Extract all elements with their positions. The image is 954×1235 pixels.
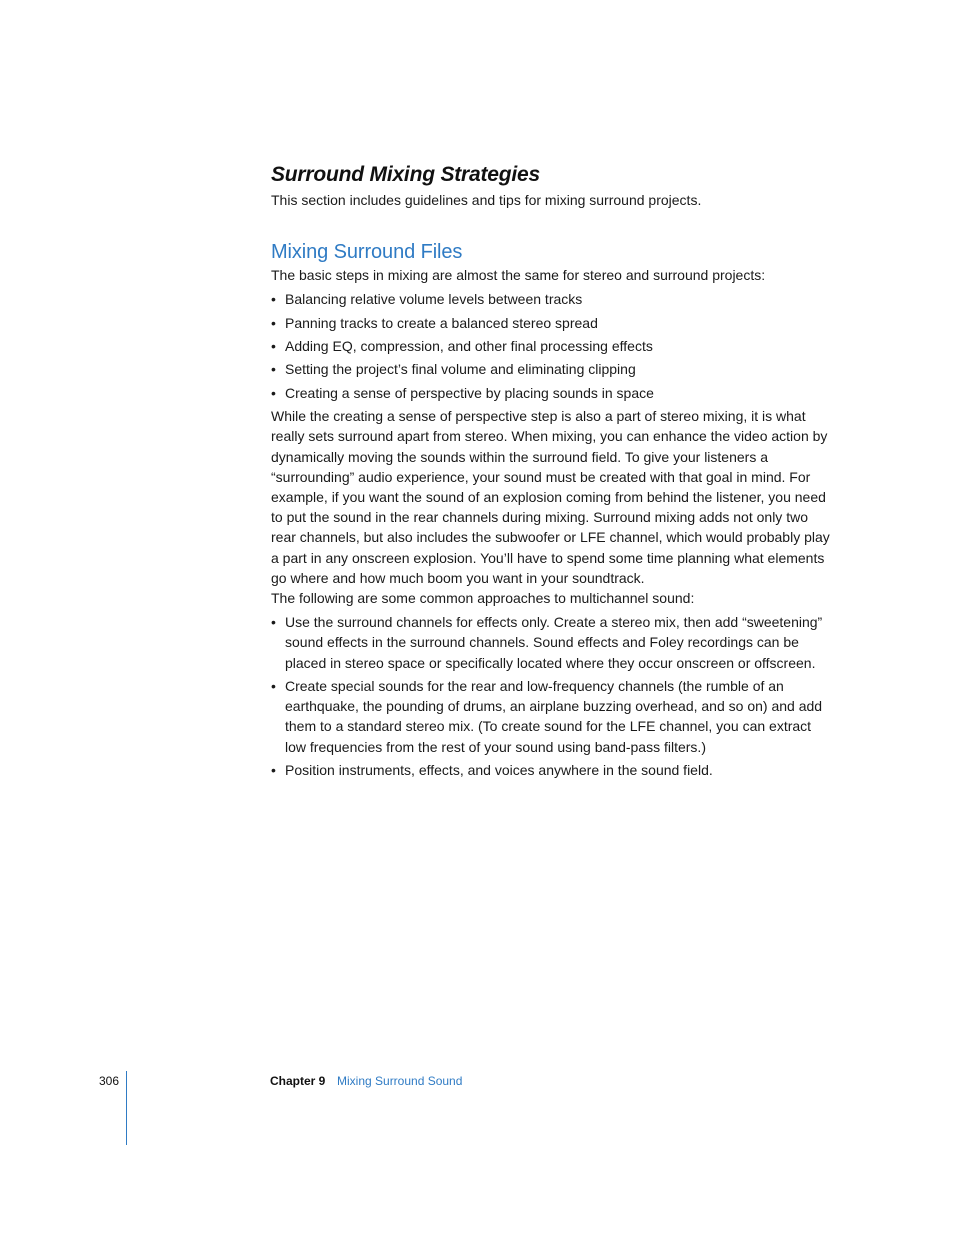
list-item xyxy=(271,336,831,356)
list-item xyxy=(271,612,831,673)
section-intro: This section includes guidelines and tips for mixing surround projects. xyxy=(271,192,702,208)
bullet-icon: • xyxy=(271,761,276,778)
list-item xyxy=(271,313,831,333)
list-item-text: Adding EQ, compression, and other final processing effects xyxy=(285,337,653,354)
list-item xyxy=(271,760,831,780)
list-item-text: Use the surround channels for effects only. Create a stereo mix, then add “sweetening” sound effects in the surround channels. Sound effects and Foley recordings can be placed in stereo space or specifically located where they occur onscreen or offscreen. xyxy=(285,614,823,671)
bullet-icon: • xyxy=(271,314,276,331)
bullet-icon: • xyxy=(271,361,276,378)
bullet-icon: • xyxy=(271,384,276,401)
list-item xyxy=(271,383,831,403)
approaches-lead: The following are some common approaches to multichannel sound: xyxy=(271,589,695,606)
approaches-list xyxy=(271,612,831,780)
bullet-icon: • xyxy=(271,291,276,308)
list-item xyxy=(271,676,831,757)
subsection-title: Mixing Surround Files xyxy=(271,241,463,263)
list-item-text: Balancing relative volume levels between tracks xyxy=(285,291,583,308)
chapter-label: Chapter 9 xyxy=(270,1074,326,1088)
subsection-lead: The basic steps in mixing are almost the same for stereo and surround projects: xyxy=(271,267,766,283)
list-item-text: Position instruments, effects, and voices anywhere in the sound field. xyxy=(285,761,713,778)
list-item xyxy=(271,289,831,309)
list-item-text: Creating a sense of perspective by placing sounds in space xyxy=(285,384,654,401)
list-item-text: Create special sounds for the rear and low-frequency channels (the rumble of an earthquake, the pounding of drums, an airplane buzzing overhead, and so on) and add them to a standard stereo mix. (To create sound for the LFE channel, you can extract low frequencies from the rest of your sound using band-pass filters.) xyxy=(285,677,823,755)
section-title: Surround Mixing Strategies xyxy=(271,163,540,186)
bullet-icon: • xyxy=(271,614,276,631)
list-item-text: Panning tracks to create a balanced stereo spread xyxy=(285,314,598,331)
footer-divider xyxy=(126,1071,127,1145)
chapter-name: Mixing Surround Sound xyxy=(337,1074,463,1088)
page-number: 306 xyxy=(99,1074,120,1088)
page-content xyxy=(271,160,831,783)
list-item xyxy=(271,359,831,379)
steps-list xyxy=(271,289,831,403)
bullet-icon: • xyxy=(271,677,276,694)
body-paragraph: While the creating a sense of perspective step is also a part of stereo mixing, it is what really sets surround apart from stereo. When mixing, you can enhance the video action by dynamically moving the sounds within the surround field. To give your listeners a “surrounding” audio experience, your sound must be created with that goal in mind. For example, if you want the sound of an explosion coming from behind the listener, you need to put the sound in the rear channels during mixing. Surround mixing adds not only two rear channels, but also includes the subwoofer or LFE channel, which would probably play a part in any onscreen explosion. You’ll have to spend some time planning what elements go where and how much boom you want in your soundtrack. xyxy=(271,408,830,586)
bullet-icon: • xyxy=(271,337,276,354)
list-item-text: Setting the project’s final volume and eliminating clipping xyxy=(285,361,636,378)
